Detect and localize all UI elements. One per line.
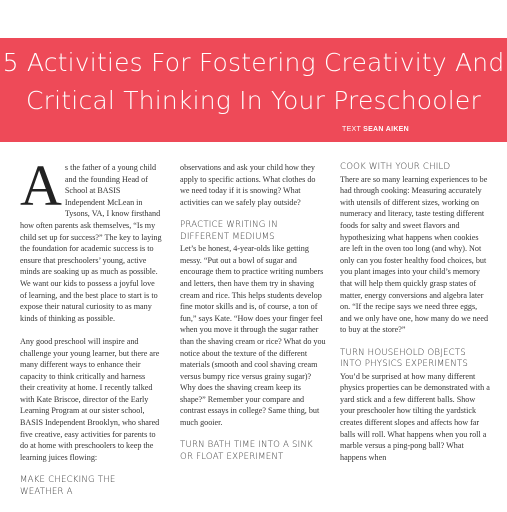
author-credit xyxy=(342,126,409,133)
column-2 xyxy=(180,162,326,463)
section-heading: TURN BATH TIME INTO A SINK OR FLOAT EXPERIMENT xyxy=(180,440,313,462)
article-title-line-2: Critical Thinking In Your Preschooler xyxy=(26,86,481,115)
paragraph: Any good preschool will inspire and challenge your young learner, but there are many different ways to enhance their capacity to think critically and harness their creativity at home. I recently talked with Kate Briscoe, director of the Early Learning Program at our sister school, BASIS Independent Brooklyn, who shared five creative, easy activities for parents to do at home with preschoolers to keep the learning juices flowing: xyxy=(20,336,160,462)
section-heading: TURN HOUSEHOLD OBJECTS INTO PHYSICS EXPERIMENTS xyxy=(340,347,468,370)
paragraph: There are so many learning experiences to be had through cooking: Measuring accurately with utensils of different sizes, working on numeracy and literacy, taste testing different foods for salty and sweet flavors and hypothesizing what happens when cookies are left in the oven too long (and why). Not only can you foster healthy food choices, but you plant images into your child’s memory that will help them quickly grasp states of matter, energy conversions and algebra later on. “If the recipe says we need three eggs, and we only have one, how many do we need to buy at the store?” xyxy=(340,174,489,335)
paragraph: You’d be surprised at how many different physics properties can be demonstrated with a yard stick and a few different balls. Show your preschooler how tilting the yardstick creates different slopes and affects how far balls will roll. What happens when you roll a marble versus a ping-pong ball? What happens when xyxy=(340,371,490,462)
section-heading: PRACTICE WRITING IN DIFFERENT MEDIUMS xyxy=(180,219,278,242)
intro-paragraph xyxy=(20,153,162,324)
credit-label: TEXT xyxy=(342,126,362,133)
paragraph: observations and ask your child how they apply to specific actions. What clothes do we need today if it is snowing? What activities can we safely play outside? xyxy=(180,163,316,207)
section-heading: MAKE CHECKING THE WEATHER A xyxy=(20,475,116,497)
paragraph: Let’s be honest, 4-year-olds like getting messy. “Put out a bowl of sugar and encourage them to practice writing numbers and letters, then have them try in shaving cream and rice. This helps students develop fine motor skills and is, of course, a ton of fun,” says Kate. “How does your finger feel when you move it through the sugar rather than the shaving cream or rice? What do you notice about the texture of the different materials (smooth and cool shaving cream versus bumpy rice versus grainy sugar)? Why does the shaving cream keep its shape?” Remember your compare and contrast essays in college? Same thing, but much gooier. xyxy=(180,244,326,428)
credit-author-name: SEAN AIKEN xyxy=(363,126,410,133)
article-title-line-1: 5 Activities For Fostering Creativity And xyxy=(2,48,505,77)
column-3 xyxy=(340,162,490,463)
article-title xyxy=(0,44,507,120)
section-heading: COOK WITH YOUR CHILD xyxy=(340,162,451,172)
column-1 xyxy=(20,153,162,498)
drop-cap: A xyxy=(20,153,62,218)
intro-paragraph-text: s the father of a young child and the founding Head of School at BASIS Independent McLean in Tysons, VA, I know firsthand how often parents ask themselves, “Is my child set up for success?” The key to laying the foundation for academic success is to ensure that preschoolers’ young, active minds are soaking up as much as possible. We want our kids to possess a joyful love of learning, and the best place to start is to expose their natural curiosity to as many kinds of thinking as possible. xyxy=(20,163,162,323)
